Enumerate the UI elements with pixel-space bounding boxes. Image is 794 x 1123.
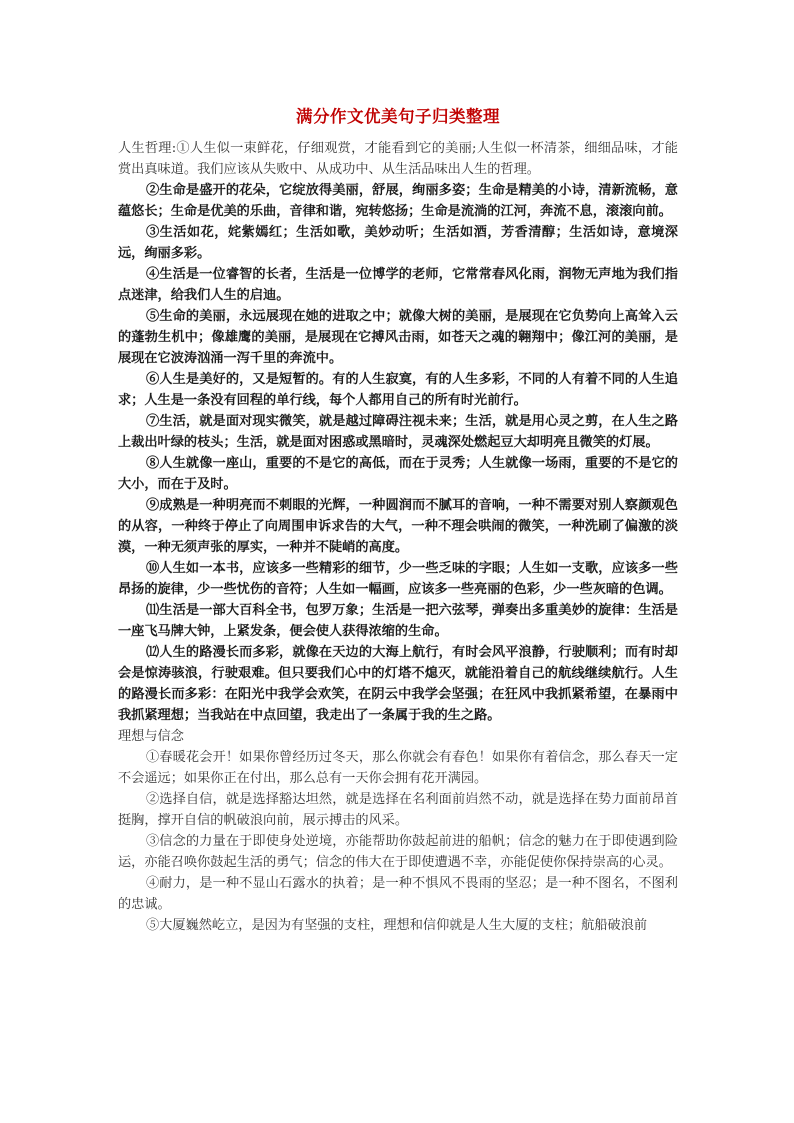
- paragraph: ②生命是盛开的花朵，它绽放得美丽，舒展，绚丽多姿；生命是精美的小诗，清新流畅，意蕴悠长；生命是优美的乐曲，音律和谐，宛转悠扬；生命是流淌的江河，奔流不息，滚滚向前。: [118, 183, 678, 219]
- intro-paragraph: 人生哲理:①人生似一束鲜花，仔细观赏，才能看到它的美丽;人生似一杯清茶，细细品味，才能赏出真味道。我们应该从失败中、从成功中、从生活品味出人生的哲理。: [118, 141, 678, 177]
- paragraph: ②选择自信，就是选择豁达坦然，就是选择在名利面前岿然不动，就是选择在势力面前昂首挺胸，撑开自信的帆破浪向前，展示搏击的风采。: [118, 792, 678, 828]
- paragraph: ⑨成熟是一种明亮而不刺眼的光辉，一种圆润而不腻耳的音响，一种不需要对别人察颜观色的从容，一种终于停止了向周围申诉求告的大气，一种不理会哄闹的微笑，一种洗刷了偏激的淡漠，一种无须声张的厚实，一种并不陡峭的高度。: [118, 498, 678, 555]
- paragraph: ⑧人生就像一座山，重要的不是它的高低，而在于灵秀；人生就像一场雨，重要的不是它的大小，而在于及时。: [118, 456, 678, 492]
- section-life-philosophy: [118, 180, 678, 726]
- paragraph: ⑩人生如一本书，应该多一些精彩的细节，少一些乏味的字眼；人生如一支歌，应该多一些昂扬的旋律，少一些忧伤的音符；人生如一幅画，应该多一些亮丽的色彩，少一些灰暗的色调。: [118, 561, 678, 597]
- paragraph: ①春暖花会开！如果你曾经历过冬天，那么你就会有春色！如果你有着信念，那么春天一定不会遥远；如果你正在付出，那么总有一天你会拥有花开满园。: [118, 750, 678, 786]
- paragraph: ⑿人生的路漫长而多彩，就像在天边的大海上航行，有时会风平浪静，行驶顺利；而有时却会是惊涛骇浪，行驶艰难。但只要我们心中的灯塔不熄灭，就能沿着自己的航线继续航行。人生的路漫长而多彩：在阳光中我学会欢笑，在阴云中我学会坚强；在狂风中我抓紧希望，在暴雨中我抓紧理想；当我站在中点回望，我走出了一条属于我的生之路。: [118, 645, 678, 723]
- paragraph: ⑦生活，就是面对现实微笑，就是越过障碍注视未来；生活，就是用心灵之剪，在人生之路上裁出叶绿的枝头；生活，就是面对困惑或黑暗时，灵魂深处燃起豆大却明亮且微笑的灯展。: [118, 414, 678, 450]
- paragraph: ⑥人生是美好的，又是短暂的。有的人生寂寞，有的人生多彩，不同的人有着不同的人生追求；人生是一条没有回程的单行线，每个人都用自己的所有时光前行。: [118, 372, 678, 408]
- paragraph: ⑤大厦巍然屹立，是因为有坚强的支柱，理想和信仰就是人生大厦的支柱；航船破浪前: [146, 918, 648, 933]
- section-heading: 理想与信念: [118, 729, 184, 744]
- paragraph: ③生活如花，姹紫嫣红；生活如歌，美妙动听；生活如酒，芳香清醇；生活如诗，意境深远，绚丽多彩。: [118, 225, 678, 261]
- document-page: [118, 104, 678, 936]
- paragraph: ⑾生活是一部大百科全书，包罗万象；生活是一把六弦琴，弹奏出多重美妙的旋律：生活是一座飞马牌大钟，上紧发条，便会使人获得浓缩的生命。: [118, 603, 678, 639]
- document-title: 满分作文优美句子归类整理: [296, 107, 500, 126]
- paragraph: ④生活是一位睿智的长者，生活是一位博学的老师，它常常春风化雨，润物无声地为我们指点迷津，给我们人生的启迪。: [118, 267, 678, 303]
- paragraph: ④耐力，是一种不显山石露水的执着；是一种不惧风不畏雨的坚忍；是一种不图名，不图利的忠诚。: [118, 876, 678, 912]
- paragraph: ⑤生命的美丽，永远展现在她的进取之中；就像大树的美丽，是展现在它负势向上高耸入云的蓬勃生机中；像雄鹰的美丽，是展现在它搏风击雨，如苍天之魂的翱翔中；像江河的美丽，是展现在它波涛汹涌一泻千里的奔流中。: [118, 309, 678, 366]
- paragraph: ③信念的力量在于即使身处逆境，亦能帮助你鼓起前进的船帆；信念的魅力在于即使遇到险运，亦能召唤你鼓起生活的勇气；信念的伟大在于即使遭遇不幸，亦能促使你保持崇高的心灵。: [118, 834, 678, 870]
- section-ideals-and-beliefs: [118, 747, 678, 936]
